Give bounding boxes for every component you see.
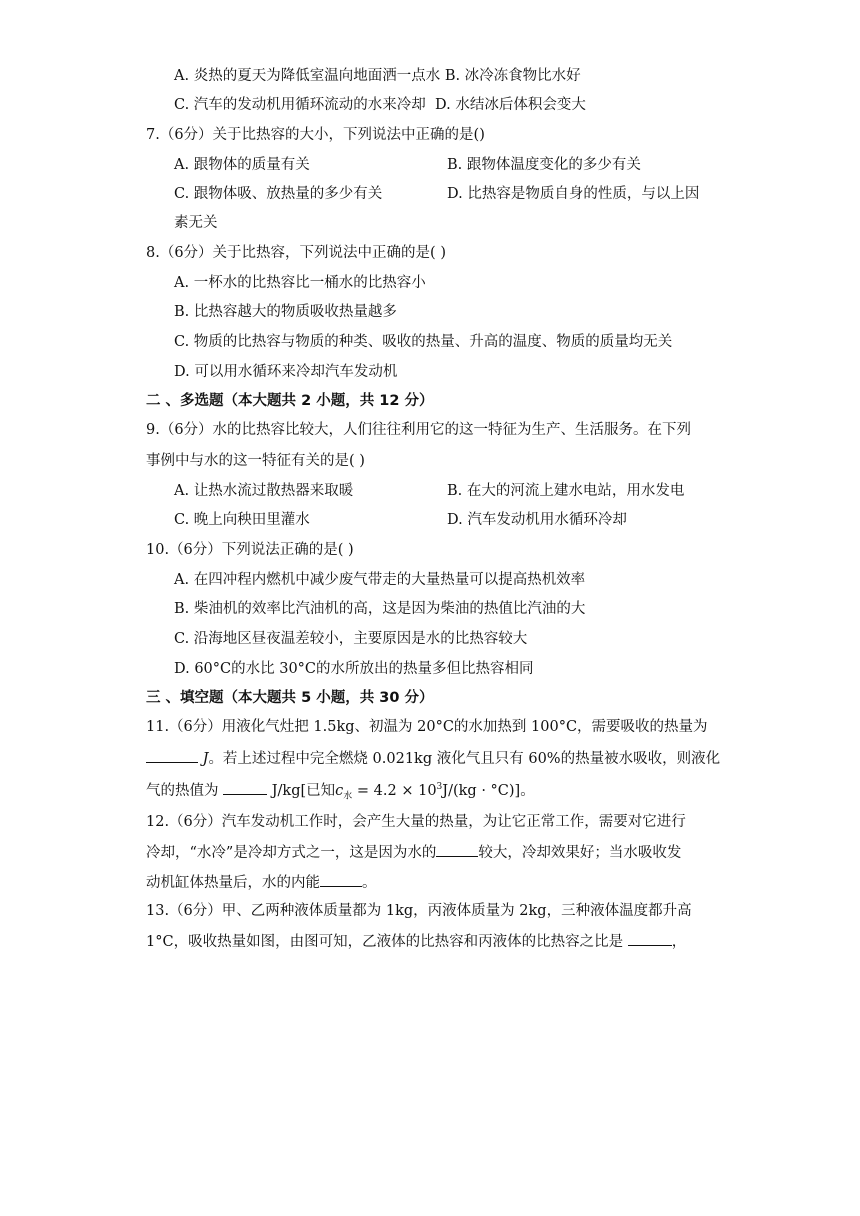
q9-stem-cont: 事例中与水的这一特征有关的是( )	[146, 453, 365, 469]
answer-blank[interactable]	[436, 842, 478, 857]
q8-option-c: C. 物质的比热容与物质的种类、吸收的热量、升高的温度、物质的质量均无关	[174, 334, 673, 350]
q9-option-c: C. 晚上向秧田里灌水	[174, 512, 310, 528]
answer-blank[interactable]	[320, 872, 362, 887]
q10-option-d: D. 60°C的水比 30°C的水所放出的热量多但比热容相同	[174, 661, 534, 677]
q9-stem: 9.（6分）水的比热容比较大，人们往往利用它的这一特征为生产、生活服务。在下列	[146, 422, 692, 438]
q7-option-c: C. 跟物体吸、放热量的多少有关	[174, 186, 383, 202]
q8-option-a: A. 一杯水的比热容比一桶水的比热容小	[174, 275, 426, 291]
q11-line-1: 11.（6分）用液化气灶把 1.5kg、初温为 20°C的水加热到 100°C，需要吸收的热量为	[146, 719, 708, 735]
q8-option-b: B. 比热容越大的物质吸收热量越多	[174, 304, 397, 320]
q9-option-d: D. 汽车发动机用水循环冷却	[447, 512, 627, 528]
q7-option-a: A. 跟物体的质量有关	[174, 157, 310, 173]
q10-option-b: B. 柴油机的效率比汽油机的高，这是因为柴油的热值比汽油的大	[174, 601, 586, 617]
q10-stem: 10.（6分）下列说法正确的是( )	[146, 542, 354, 558]
section-heading-fill-blank: 三 、填空题（本大题共 5 小题，共 30 分）	[146, 690, 434, 706]
q13-line-1: 13.（6分）甲、乙两种液体质量都为 1kg，丙液体质量为 2kg，三种液体温度都升高	[146, 903, 692, 919]
q8-stem: 8.（6分）关于比热容，下列说法中正确的是( )	[146, 245, 446, 261]
q8-option-d: D. 可以用水循环来冷却汽车发动机	[174, 364, 398, 380]
section-heading-multi-choice: 二 、多选题（本大题共 2 小题，共 12 分）	[146, 393, 434, 409]
answer-blank[interactable]	[628, 931, 672, 946]
answer-blank[interactable]	[223, 780, 267, 795]
q6-option-c: C. 汽车的发动机用循环流动的水来冷却 D. 水结冰后体积会变大	[174, 97, 586, 113]
q6-option-b: B. 冰冷冻食物比水好	[444, 68, 581, 84]
q10-option-c: C. 沿海地区昼夜温差较小，主要原因是水的比热容较大	[174, 631, 528, 647]
answer-blank[interactable]	[146, 748, 198, 763]
q12-line-1: 12.（6分）汽车发动机工作时，会产生大量的热量，为让它正常工作，需要对它进行	[146, 814, 686, 830]
q9-option-a: A. 让热水流过散热器来取暖	[174, 483, 354, 499]
q9-option-b: B. 在大的河流上建水电站，用水发电	[447, 483, 685, 499]
q12-line-2: 冷却，“水冷”是冷却方式之一，这是因为水的 较大，冷却效果好；当水吸收发	[146, 842, 681, 863]
q7-option-b: B. 跟物体温度变化的多少有关	[447, 157, 641, 173]
q11-line-3: 气的热值为 J/kg[已知$c_水 = 4.2 \times 10^3J/(kg \cdot ^\circ C)$]。	[146, 777, 535, 807]
q7-option-d: D. 比热容是物质自身的性质，与以上因	[447, 186, 700, 202]
q13-line-2: 1°C，吸收热量如图，由图可知，乙液体的比热容和丙液体的比热容之比是 ，	[146, 931, 686, 952]
q6-option-a: A. 炎热的夏天为降低室温向地面洒一点水 B. 冰冷冻食物比水好	[174, 68, 581, 84]
q10-option-a: A. 在四冲程内燃机中减少废气带走的大量热量可以提高热机效率	[174, 572, 586, 588]
q7-option-d-cont: 素无关	[174, 215, 218, 231]
q12-line-3: 动机缸体热量后，水的内能 。	[146, 872, 377, 893]
q11-line-2: J。若上述过程中完全燃烧 0.021kg 液化气且只有 60%的热量被水吸收，则液化	[146, 748, 720, 769]
q7-stem: 7.（6分）关于比热容的大小，下列说法中正确的是()	[146, 127, 485, 143]
q6-option-d: D. 水结冰后体积会变大	[435, 97, 586, 113]
